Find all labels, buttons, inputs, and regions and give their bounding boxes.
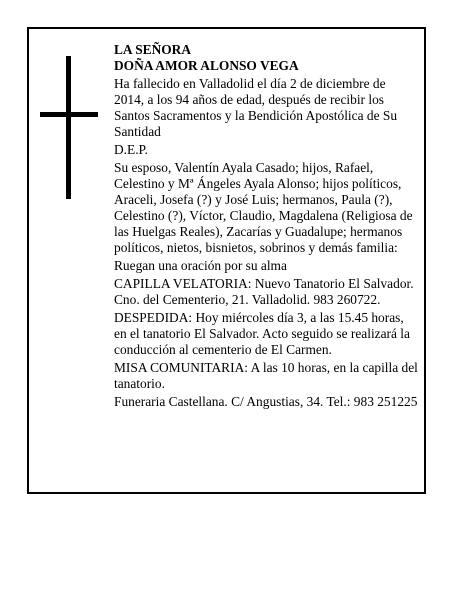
family-list: Su esposo, Valentín Ayala Casado; hijos, Rafael, Celestino y Mª Ángeles Ayala Alonso; hijos políticos, Araceli, Josefa (?) y José Luis; hermanos, Paula (?), Celestino (?), Víctor, Claudio, Magdalena (Religiosa de las Huelgas Reales), Zacarías y Guadalupe; hermanos políticos, nietos, bisnietos, sobrinos y demás familia:: [114, 160, 413, 255]
deceased-name: DOÑA AMOR ALONSO VEGA: [114, 58, 299, 73]
chapel-info: CAPILLA VELATORIA: Nuevo Tanatorio El Salvador. Cno. del Cementerio, 21. Valladolid. 983 260722.: [114, 276, 414, 307]
obituary-notice: [27, 27, 426, 494]
mass-info: MISA COMUNITARIA: A las 10 horas, en la capilla del tanatorio.: [114, 360, 418, 391]
cross-horizontal-bar: [40, 112, 98, 117]
funeral-home-info: Funeraria Castellana. C/ Angustias, 34. Tel.: 983 251225: [114, 394, 418, 409]
death-announcement: Ha fallecido en Valladolid el día 2 de diciembre de 2014, a los 94 años de edad, después de recibir los Santos Sacramentos y la Bendición Apostólica de Su Santidad: [114, 76, 398, 139]
dep-text: D.E.P.: [114, 142, 148, 157]
prayer-request: Ruegan una oración por su alma: [114, 258, 287, 273]
cross-icon: [40, 56, 98, 199]
farewell-info: DESPEDIDA: Hoy miércoles día 3, a las 15.45 horas, en el tanatorio El Salvador. Acto seguido se realizará la conducción al cementerio de El Carmen.: [114, 310, 410, 357]
cross-vertical-bar: [66, 56, 71, 199]
notice-text: [114, 42, 419, 412]
notice-title: LA SEÑORA: [114, 42, 192, 57]
